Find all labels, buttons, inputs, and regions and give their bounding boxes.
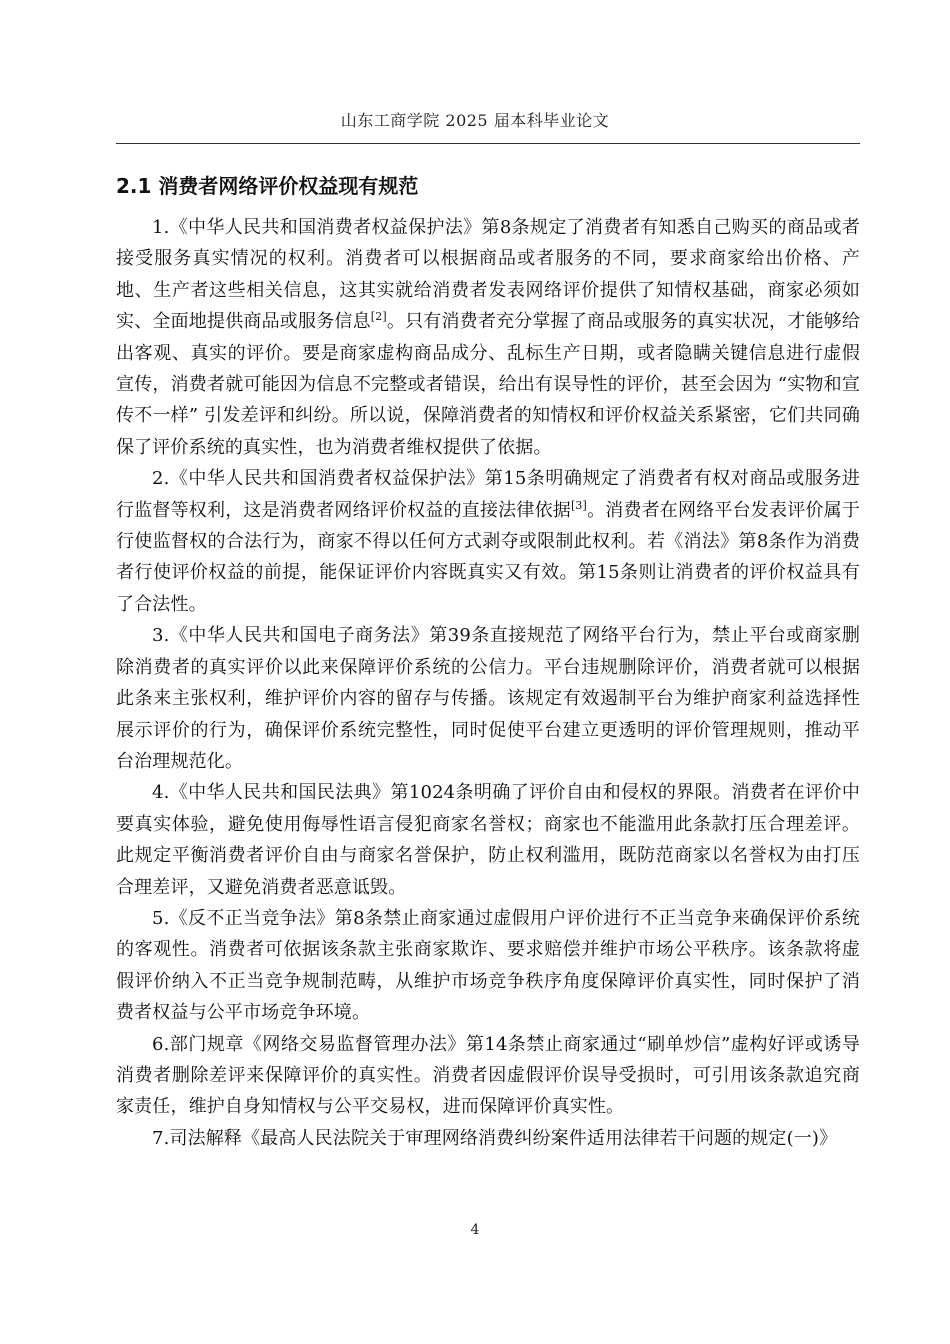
paragraph-2-text-b: 。消费者在网络平台发表评价属于行使监督权的合法行为，商家不得以任何方式剥夺或限制此权利。若《消法》第8条作为消费者行使评价权益的前提，能保证评价内容既真实又有效。第15条则让消费者的评价权益具有了合法性。 (116, 499, 860, 615)
paragraph-1-text-b: 。只有消费者充分掌握了商品或服务的真实状况，才能够给出客观、真实的评价。要是商家虚构商品成分、乱标生产日期，或者隐瞒关键信息进行虚假宣传，消费者就可能因为信息不完整或者错误，给出有误导性的评价，甚至会因为 “实物和宣传不一样” 引发差评和纠纷。所以说，保障消费者的知情权和评价权益关系紧密，它们共同确保了评价系统的真实性，也为消费者维权提供了依据。 (116, 311, 860, 458)
page-header: 山东工商学院 2025 届本科毕业论文 (340, 111, 610, 130)
citation-3: [3] (570, 498, 588, 512)
paragraph-5: 5.《反不正当竞争法》第8条禁止商家通过虚假用户评价进行不正当竞争来确保评价系统的客观性。消费者可依据该条款主张商家欺诈、要求赔偿并维护市场公平秩序。该条款将虚假评价纳入不正当竞争规制范畴，从维护市场竞争秩序角度保障评价真实性，同时保护了消费者权益与公平市场竞争环境。 (116, 907, 860, 1024)
paragraph-4: 4.《中华人民共和国民法典》第1024条明确了评价自由和侵权的界限。消费者在评价中要真实体验，避免使用侮辱性语言侵犯商家名誉权；商家也不能滥用此条款打压合理差评。此规定平衡消费者评价自由与商家名誉保护，防止权利滥用，既防范商家以名誉权为由打压合理差评，又避免消费者恶意诋毁。 (116, 782, 860, 898)
paragraph-3: 3.《中华人民共和国电子商务法》第39条直接规范了网络平台行为，禁止平台或商家删除消费者的真实评价以此来保障评价系统的公信力。平台违规删除评价，消费者就可以根据此条来主张权利，维护评价内容的留存与传播。该规定有效遏制平台为维护商家利益选择性展示评价的行为，确保评价系统完整性，同时促使平台建立更透明的评价管理规则，推动平台治理规范化。 (116, 625, 860, 772)
paragraph-7: 7.司法解释《最高人民法院关于审理网络消费纠纷案件适用法律若干问题的规定(一)》 (152, 1127, 838, 1149)
paragraph-1-text-a: 1.《中华人民共和国消费者权益保护法》第8条规定了消费者有知悉自己购买的商品或者接受服务真实情况的权利。消费者可以根据商品或者服务的不同，要求商家给出价格、产地、生产者这些相关信息，这其实就给消费者发表网络评价提供了知情权基础，商家必须如实、全面地提供商品或服务信息 (116, 217, 860, 333)
body-text (116, 212, 860, 1154)
page-number: 4 (470, 1222, 480, 1238)
header-rule (116, 143, 860, 144)
paragraph-6: 6.部门规章《网络交易监督管理办法》第14条禁止商家通过“刷单炒信”虚构好评或诱导消费者删除差评来保障评价的真实性。消费者因虚假评价误导受损时，可引用该条款追究商家责任，维护自身知情权与公平交易权，进而保障评价真实性。 (116, 1033, 860, 1118)
citation-2: [2] (370, 310, 387, 324)
section-heading: 2.1 消费者网络评价权益现有规范 (116, 174, 419, 198)
paragraph-2 (116, 463, 860, 620)
paragraph-2-text-a: 2.《中华人民共和国消费者权益保护法》第15条明确规定了消费者有权对商品或服务进行监督等权利，这是消费者网络评价权益的直接法律依据 (116, 468, 860, 521)
paragraph-1 (116, 212, 860, 463)
